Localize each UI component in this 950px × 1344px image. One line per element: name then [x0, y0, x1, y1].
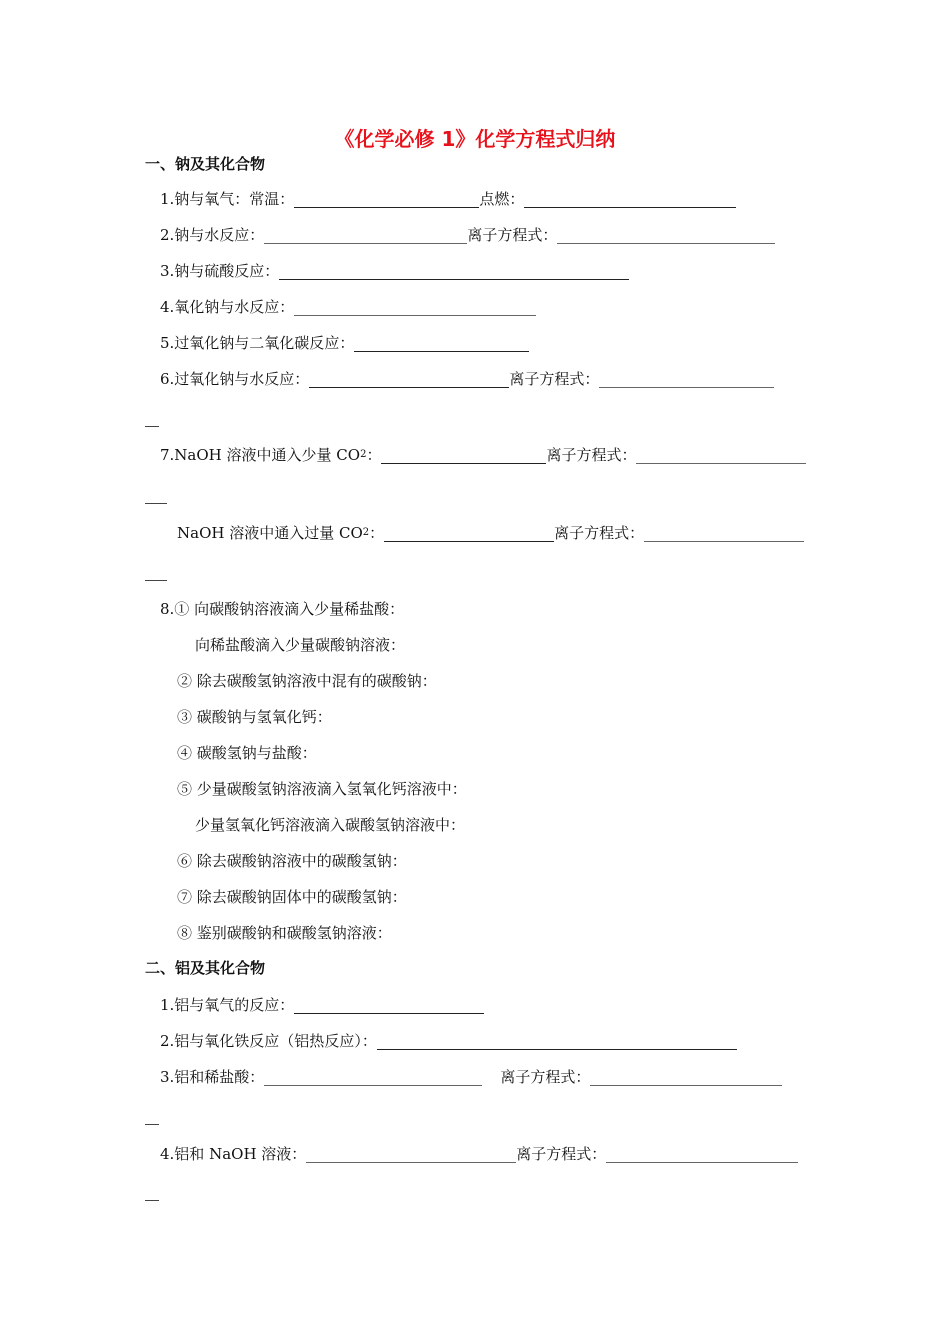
question-label: ② 除去碳酸氢钠溶液中混有的碳酸钠：	[177, 672, 437, 690]
ion-equation-label: 离子方程式：	[509, 370, 600, 388]
ion-equation-blank[interactable]	[644, 525, 804, 542]
ion-equation-blank[interactable]	[636, 447, 806, 464]
question-label: 2.铝与氧化铁反应（铝热反应）：	[160, 1032, 377, 1050]
answer-blank[interactable]	[264, 1069, 482, 1086]
page-title: 《化学必修 1》化学方程式归纳	[334, 127, 616, 151]
question-label: ⑦ 除去碳酸钠固体中的碳酸氢钠：	[177, 888, 407, 906]
question-8-item	[177, 920, 392, 942]
ion-equation-label: 离子方程式：	[467, 226, 558, 244]
question-7a	[160, 442, 806, 464]
answer-blank[interactable]	[294, 299, 536, 316]
question-label: 1.铝与氧气的反应：	[160, 996, 295, 1014]
answer-blank[interactable]	[354, 335, 529, 352]
ion-equation-blank[interactable]	[590, 1069, 782, 1086]
continuation-line[interactable]	[145, 1123, 159, 1125]
ion-equation-blank[interactable]	[557, 227, 775, 244]
question-6	[160, 366, 774, 388]
question-label: 4.氧化钠与水反应：	[160, 298, 295, 316]
answer-blank[interactable]	[306, 1146, 516, 1163]
question-4	[160, 294, 536, 316]
answer-blank[interactable]	[294, 191, 479, 208]
continuation-line[interactable]	[145, 425, 159, 427]
question-al-1	[160, 992, 484, 1014]
question-5	[160, 330, 529, 352]
question-label: ⑤ 少量碳酸氢钠溶液滴入氢氧化钙溶液中：	[177, 780, 467, 798]
question-8-item	[195, 632, 405, 654]
ion-equation-label: 离子方程式：	[546, 446, 637, 464]
question-colon: ：	[366, 446, 382, 464]
question-colon: ：	[369, 524, 385, 542]
question-label: 4.铝和 NaOH 溶液：	[160, 1145, 307, 1163]
question-label: 少量氢氧化钙溶液滴入碳酸氢钠溶液中：	[195, 816, 466, 834]
question-label: 3.铝和稀盐酸：	[160, 1068, 265, 1086]
answer-blank[interactable]	[279, 263, 629, 280]
question-8-item	[177, 776, 467, 798]
question-label: ④ 碳酸氢钠与盐酸：	[177, 744, 317, 762]
answer-blank[interactable]	[264, 227, 467, 244]
ion-equation-label: 离子方程式：	[500, 1068, 591, 1086]
question-label: 2.钠与水反应：	[160, 226, 265, 244]
question-label: 8.① 向碳酸钠溶液滴入少量稀盐酸：	[160, 600, 405, 618]
subscript-2: 2	[362, 527, 370, 538]
question-label: 向稀盐酸滴入少量碳酸钠溶液：	[195, 636, 406, 654]
question-label: 7.NaOH 溶液中通入少量 CO	[160, 446, 361, 464]
answer-blank[interactable]	[524, 191, 736, 208]
question-8-item	[160, 596, 404, 618]
continuation-line[interactable]	[145, 579, 167, 581]
question-al-3	[160, 1064, 782, 1086]
question-al-4	[160, 1141, 798, 1163]
question-label: 6.过氧化钠与水反应：	[160, 370, 310, 388]
ion-equation-blank[interactable]	[599, 371, 774, 388]
question-8-item	[177, 704, 332, 726]
question-8-item	[177, 740, 317, 762]
question-label: NaOH 溶液中通入过量 CO	[177, 524, 363, 542]
ion-equation-label: 离子方程式：	[554, 524, 645, 542]
answer-blank[interactable]	[309, 371, 509, 388]
question-8-item	[177, 848, 407, 870]
section-heading-sodium: 一、钠及其化合物	[145, 155, 266, 173]
answer-blank[interactable]	[294, 997, 484, 1014]
continuation-line[interactable]	[145, 1199, 159, 1201]
question-label: ③ 碳酸钠与氢氧化钙：	[177, 708, 332, 726]
question-label: 1.钠与氧气：常温：	[160, 190, 295, 208]
question-label: ⑥ 除去碳酸钠溶液中的碳酸氢钠：	[177, 852, 407, 870]
question-al-2	[160, 1028, 737, 1050]
question-8-item	[195, 812, 465, 834]
ion-equation-blank[interactable]	[606, 1146, 798, 1163]
question-7b	[177, 520, 804, 542]
question-1	[160, 186, 736, 208]
section-heading-aluminum: 二、铝及其化合物	[145, 959, 266, 977]
question-8-item	[177, 668, 437, 690]
question-3	[160, 258, 629, 280]
question-label: 点燃：	[479, 190, 525, 208]
question-label: ⑧ 鉴别碳酸钠和碳酸氢钠溶液：	[177, 924, 392, 942]
question-label: 5.过氧化钠与二氧化碳反应：	[160, 334, 355, 352]
answer-blank[interactable]	[381, 447, 546, 464]
question-label: 3.钠与硫酸反应：	[160, 262, 280, 280]
ion-equation-label: 离子方程式：	[516, 1145, 607, 1163]
answer-blank[interactable]	[384, 525, 554, 542]
subscript-2: 2	[360, 449, 367, 460]
question-2	[160, 222, 775, 244]
answer-blank[interactable]	[377, 1033, 737, 1050]
continuation-line[interactable]	[145, 502, 167, 504]
question-8-item	[177, 884, 407, 906]
